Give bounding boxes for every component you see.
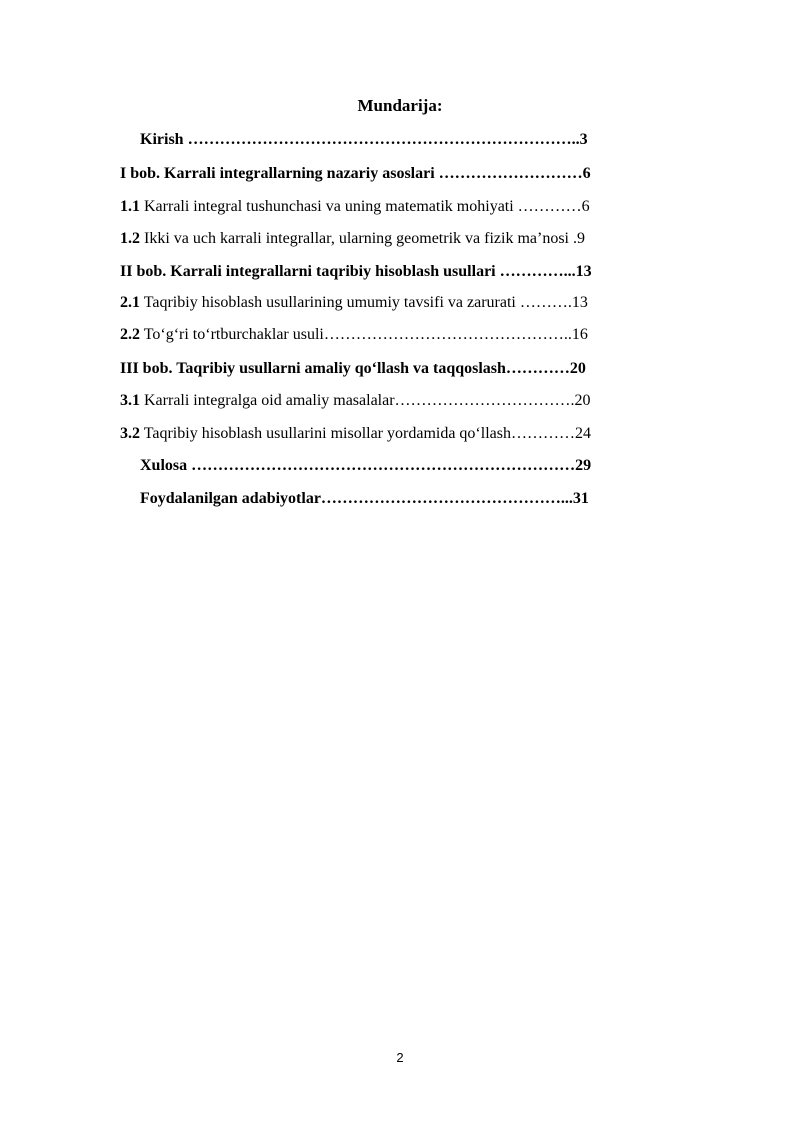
toc-entry-2-2 — [120, 325, 690, 345]
page-number: 2 — [396, 1050, 404, 1065]
toc-entry-number: 2.1 — [120, 294, 140, 311]
toc-entry-xulosa — [140, 456, 670, 476]
toc-entry-kirish — [140, 130, 670, 150]
toc-entry-number: 3.1 — [120, 392, 140, 409]
toc-entry-2-1 — [120, 293, 690, 313]
toc-entry-text: Ikki va uch karrali integrallar, ularning geometrik va fizik ma’nosi .9 — [140, 230, 585, 247]
toc-entry-text: Taqribiy hisoblash usullarining umumiy tavsifi va zarurati ……….13 — [140, 294, 588, 311]
toc-entry-text: Karrali integralga oid amaliy masalalar…………………………….20 — [140, 392, 591, 409]
toc-entry-text: To‘g‘ri to‘rtburchaklar usuli………………………………………..16 — [140, 326, 588, 343]
toc-entry-3-1 — [120, 391, 690, 411]
toc-entry-text: Kirish ………………………………………………………………..3 — [140, 131, 588, 148]
toc-entry-text: III bob. Taqribiy usullarni amaliy qo‘llash va taqqoslash…………20 — [120, 360, 586, 377]
toc-entry-1-2 — [120, 229, 690, 249]
toc-entry-number: 3.2 — [120, 425, 140, 442]
toc-entry-number: 1.1 — [120, 198, 140, 215]
toc-entry-text: Foydalanilgan adabiyotlar………………………………………...31 — [140, 490, 589, 507]
toc-entry-chapter-1 — [120, 164, 690, 184]
toc-entry-text: Taqribiy hisoblash usullarini misollar yordamida qo‘llash…………24 — [140, 425, 591, 442]
toc-entry-number: 1.2 — [120, 230, 140, 247]
toc-entry-number: 2.2 — [120, 326, 140, 343]
toc-entry-text: Xulosa ………………………………………………………………29 — [140, 457, 592, 474]
toc-entry-chapter-3 — [120, 359, 690, 379]
toc-entry-adabiyotlar — [140, 489, 670, 509]
toc-entry-1-1 — [120, 197, 690, 217]
toc-entry-text: I bob. Karrali integrallarning nazariy asoslari ………………………6 — [120, 165, 591, 182]
toc-entry-text: II bob. Karrali integrallarni taqribiy hisoblash usullari …………...13 — [120, 263, 592, 280]
toc-entry-chapter-2 — [120, 262, 690, 282]
toc-entry-text: Karrali integral tushunchasi va uning matematik mohiyati …………6 — [140, 198, 590, 215]
toc-title: Mundarija: — [357, 96, 443, 115]
toc-entry-3-2 — [120, 424, 690, 444]
